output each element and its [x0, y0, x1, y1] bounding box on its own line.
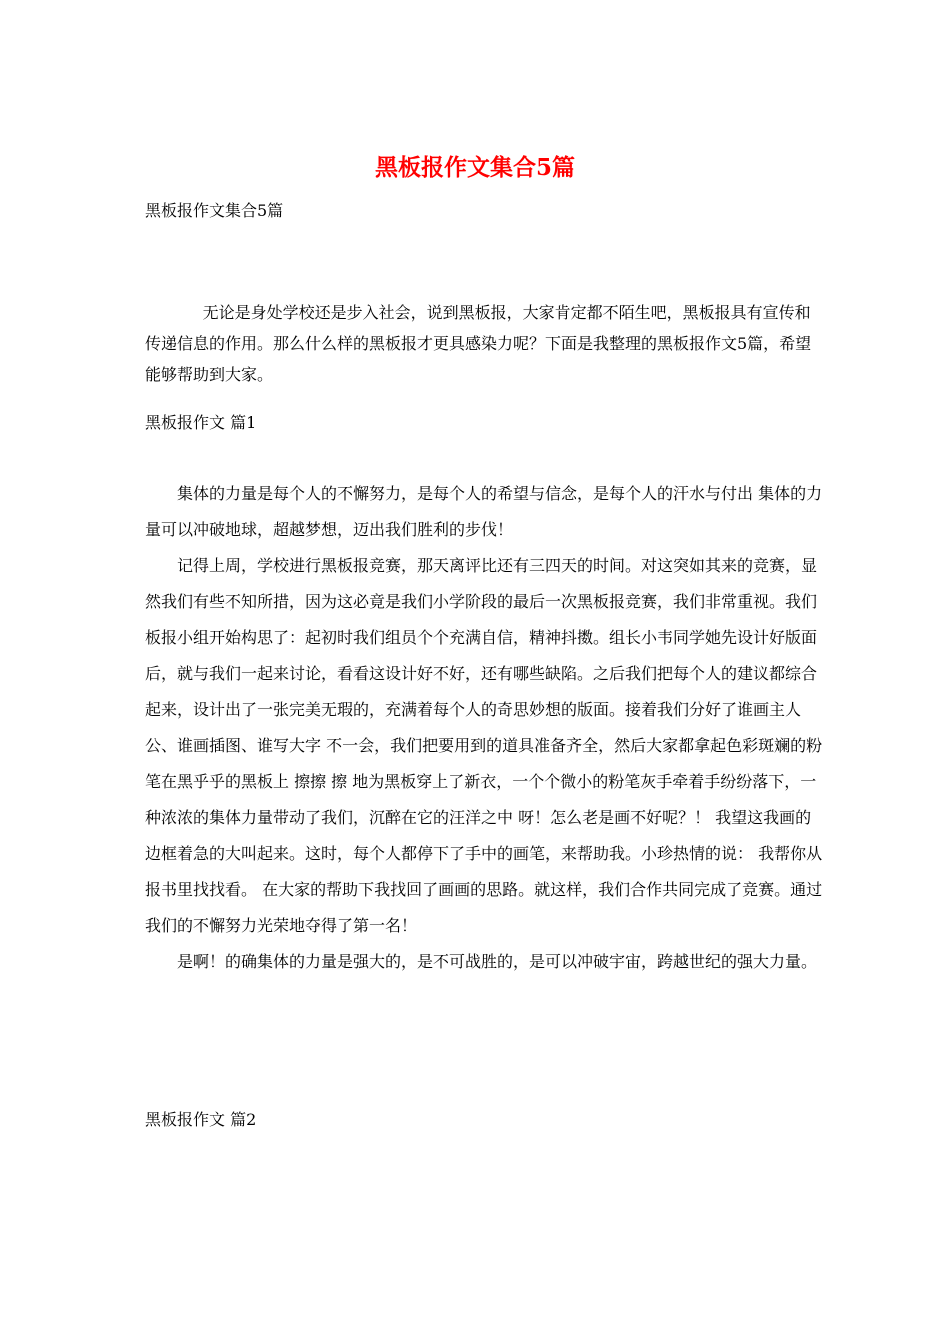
document-title: 黑板报作文集合5篇: [374, 154, 575, 181]
document-subtitle: 黑板报作文集合5篇: [145, 201, 284, 220]
section-heading-2: 黑板报作文 篇2: [145, 1110, 257, 1129]
intro-block: [145, 297, 825, 390]
section-1-paragraph-2: 记得上周，学校进行黑板报竞赛，那天离评比还有三四天的时间。对这突如其来的竞赛，显然我们有些不知所措，因为这必竟是我们小学阶段的最后一次黑板报竞赛，我们非常重视。我们板报小组开始构思了：起初时我们组员个个充满自信，精神抖擞。组长小韦同学她先设计好版面后，就与我们一起来讨论，看看这设计好不好，还有哪些缺陷。之后我们把每个人的建议都综合起来，设计出了一张完美无瑕的，充满着每个人的奇思妙想的版面。接着我们分好了谁画主人公、谁画插图、谁写大字 不一会，我们把要用到的道具准备齐全，然后大家都拿起色彩斑斓的粉笔在黑乎乎的黑板上 擦擦 擦 地为黑板穿上了新衣，一个个微小的粉笔灰手牵着手纷纷落下，一种浓浓的集体力量带动了我们，沉醉在它的汪洋之中 呀！怎么老是画不好呢？！ 我望这我画的边框着急的大叫起来。这时，每个人都停下了手中的画笔，来帮助我。小珍热情的说： 我帮你从报书里找找看。 在大家的帮助下我找回了画画的思路。就这样，我们合作共同完成了竞赛。通过我们的不懈努力光荣地夺得了第一名！: [145, 556, 823, 935]
section-1-paragraph-1: 集体的力量是每个人的不懈努力，是每个人的希望与信念，是每个人的汗水与付出 集体的力量可以冲破地球，超越梦想，迈出我们胜利的步伐！: [145, 484, 823, 539]
section-1-paragraph-3: 是啊！的确集体的力量是强大的，是不可战胜的，是可以冲破宇宙，跨越世纪的强大力量。: [177, 952, 818, 971]
intro-paragraph: 无论是身处学校还是步入社会，说到黑板报，大家肯定都不陌生吧，黑板报具有宣传和传递信息的作用。那么什么样的黑板报才更具感染力呢？下面是我整理的黑板报作文5篇，希望能够帮助到大家。: [145, 303, 812, 384]
section-1-body: [145, 476, 825, 980]
section-heading-1: 黑板报作文 篇1: [145, 413, 257, 432]
